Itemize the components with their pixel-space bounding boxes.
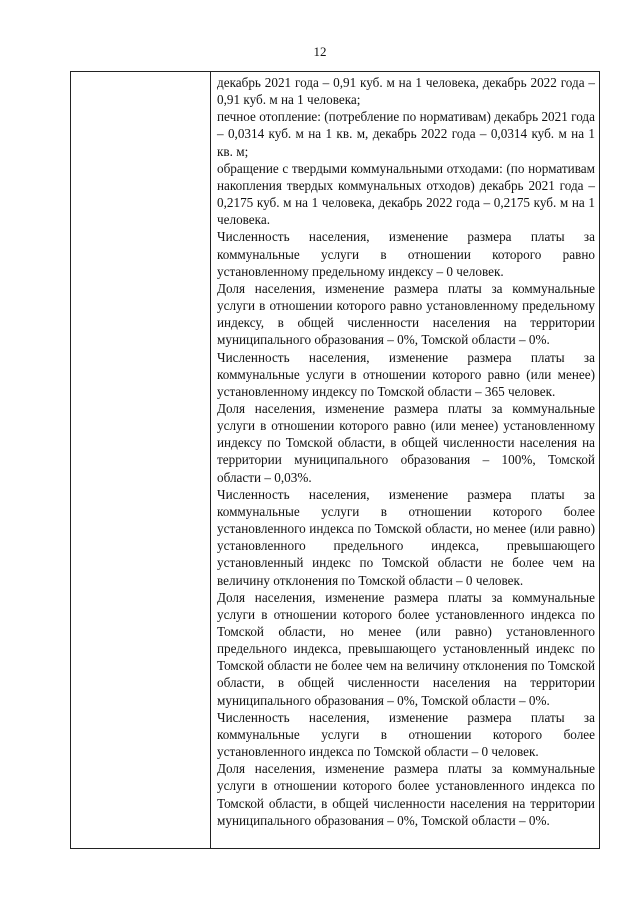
paragraph-population-above-index-within-deviation: Численность населения, изменение размера платы за коммунальные услуги в отношении которого более установленного индекса по Томской области, но менее (или равно) установленного предельного индекса, превышающего установленный индекс по Томской области не более чем на величину отклонения по Томской области – 0 человек. (217, 486, 595, 588)
paragraph-share-above-index-within-deviation: Доля населения, изменение размера платы за коммунальные услуги в отношении которого более установленного индекса по Томской области, но менее (или равно) установленного предельного индекса, превышающего установленный индекс по Томской области не более чем на величину отклонения по Томской области, в общей численности населения на территории муниципального образования – 0%, Томской области – 0%. (217, 589, 595, 708)
paragraph-water-norm: декабрь 2021 года – 0,91 куб. м на 1 человека, декабрь 2022 года – 0,91 куб. м на 1 человека; (217, 75, 595, 108)
paragraph-stove-heating: печное отопление: (потребление по нормативам) декабрь 2021 года – 0,0314 куб. м на 1 кв. м, декабрь 2022 года – 0,0314 куб. м на 1 кв. м; (217, 109, 595, 159)
paragraph-share-above-index: Доля населения, изменение размера платы за коммунальные услуги в отношении которого более установленного индекса по Томской области, в общей численности населения на территории муниципального образования – 0%, Томской области – 0%. (217, 761, 595, 828)
paragraph-solid-waste: обращение с твердыми коммунальными отходами: (по нормативам накопления твердых коммунальных отходов) декабрь 2021 года – 0,2175 куб. м на 1 человека, декабрь 2022 года – 0,2175 куб. м на 1 человека. (217, 160, 595, 228)
paragraph-population-equal-limit: Численность населения, изменение размера платы за коммунальные услуги в отношении которого равно установленному предельному индексу – 0 человек. (217, 229, 595, 279)
paragraph-population-equal-or-less-index: Численность населения, изменение размера платы за коммунальные услуги в отношении которого равно (или менее) установленному индексу по Томской области – 365 человек. (217, 349, 595, 399)
page-number: 12 (313, 44, 327, 59)
paragraph-share-equal-limit: Доля населения, изменение размера платы за коммунальные услуги в отношении которого равно установленному предельному индексу, в общей численности населения на территории муниципального образования – 0%, Томской области – 0%. (217, 280, 595, 348)
paragraph-share-equal-or-less-index: Доля населения, изменение размера платы за коммунальные услуги в отношении которого равно (или менее) установленному индексу по Томской области, в общей численности населения на территории муниципального образования – 100%, Томской области – 0,03%. (217, 400, 595, 485)
document-table (70, 71, 600, 849)
table-left-column (71, 72, 211, 848)
table-right-column (217, 74, 595, 829)
paragraph-population-above-index: Численность населения, изменение размера платы за коммунальные услуги в отношении которого более установленного индекса по Томской области – 0 человек. (217, 709, 595, 760)
